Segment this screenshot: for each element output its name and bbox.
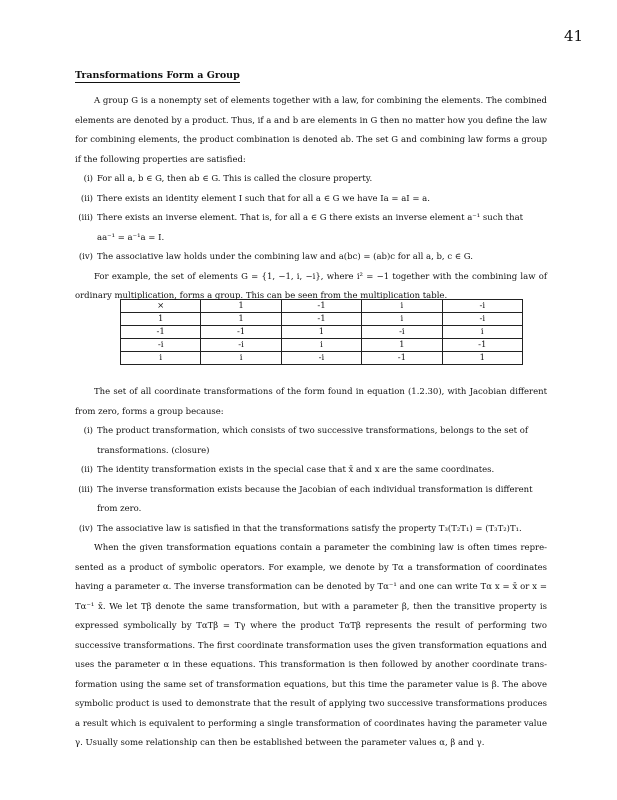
coordinate-group-section — [75, 383, 547, 754]
table-cell: -i — [121, 339, 201, 352]
table-header-cell: × — [121, 300, 201, 313]
table-cell: i — [442, 326, 522, 339]
property-text: For all a, b ∈ G, then ab ∈ G. This is called the closure property. — [97, 174, 373, 184]
final-line: a result which is equivalent to performing a single transformation of coordinates having the parameter value — [75, 718, 547, 729]
final-line: symbolic product is used to demonstrate that the result of applying two successive transformations produces — [75, 699, 547, 709]
table-cell: -1 — [121, 326, 201, 339]
table-cell: i — [201, 352, 281, 365]
final-line: is expressed symbolically by TαTβ = Tγ where the product TαTβ represents the result of performing two — [75, 601, 547, 631]
property-item — [75, 209, 547, 229]
table-row — [121, 339, 523, 352]
final-line: uses the parameter α in these equations. This transformation is then followed by another coordinate trans- — [75, 660, 547, 670]
final-line: x = Tα⁻¹ x̄. We let Tβ denote the same transformation, but with a parameter β, then the transitive property — [75, 582, 548, 612]
reason-item — [75, 481, 547, 501]
reason-item — [75, 520, 547, 540]
table-header-cell: -i — [442, 300, 522, 313]
property-item — [75, 190, 547, 210]
table-header-cell: -1 — [281, 300, 361, 313]
property-number: (ii) — [80, 193, 93, 204]
reason-text: The product transformation, which consists of two successive transformations, belongs to the set of — [97, 426, 529, 436]
table-header-cell: i — [362, 300, 442, 313]
reason-text: The identity transformation exists in the special case that x̄ and x are the same coordinates. — [97, 465, 495, 475]
table-cell: -1 — [201, 326, 281, 339]
final-line: having a parameter α. The inverse transformation can be denoted by Tα⁻¹ and one can write Tα x = x̄ or — [75, 582, 530, 592]
table-row — [121, 352, 523, 365]
property-continuation: aa⁻¹ = a⁻¹a = I. — [97, 232, 165, 243]
group-definition — [75, 92, 547, 307]
intro-paragraph — [75, 92, 547, 170]
section-title: Transformations Form a Group — [75, 70, 240, 81]
reason-number: (i) — [83, 426, 93, 436]
multiplication-table — [120, 299, 523, 365]
table-cell: -i — [442, 313, 522, 326]
property-text: The associative law holds under the combining law and a(bc) = (ab)c for all a, b, c ∈ G. — [97, 252, 473, 262]
reason-text: The inverse transformation exists because the Jacobian of each individual transformation is different — [97, 484, 533, 495]
coord-intro-line: The set of all coordinate transformations of the form found in equation (1.2.30), with Jacobian different — [94, 387, 547, 397]
table-cell: -i — [362, 326, 442, 339]
final-line: formation using the same set of transformation equations, but this time the parameter value is β. The above — [75, 679, 547, 690]
reason-number: (ii) — [80, 465, 93, 475]
reason-number: (iv) — [78, 523, 93, 534]
table-cell: 1 — [362, 339, 442, 352]
property-item — [75, 170, 547, 190]
table-cell: i — [121, 352, 201, 365]
property-text: There exists an inverse element. That is, for all a ∈ G there exists an inverse element a⁻¹ such that — [97, 213, 524, 223]
table-cell: 1 — [281, 326, 361, 339]
final-line: γ. Usually some relationship can then be established between the parameter values α, β and γ. — [75, 738, 485, 748]
reason-item — [75, 422, 547, 442]
example-line: ordinary multiplication, forms a group. This can be seen from the multiplication table. — [75, 291, 448, 301]
final-line: sented as a product of symbolic operators. For example, we denote by Tα a transformation of coordinates — [75, 562, 547, 573]
intro-line: elements are denoted by a product. Thus, if a and b are elements in G then no matter how you define the — [75, 115, 530, 126]
table-cell: 1 — [121, 313, 201, 326]
table-header-cell: 1 — [201, 300, 281, 313]
table-cell: i — [281, 339, 361, 352]
table-cell: 1 — [201, 313, 281, 326]
table-cell: -i — [201, 339, 281, 352]
intro-line: group if the following properties are satisfied: — [75, 135, 548, 165]
page-number: 41 — [564, 27, 584, 45]
table-row — [121, 326, 523, 339]
reason-item — [75, 461, 547, 481]
coord-intro-paragraph — [75, 383, 547, 422]
table-header-row — [121, 300, 523, 313]
table-cell: -i — [281, 352, 361, 365]
property-number: (iv) — [78, 252, 93, 262]
table-cell: -1 — [442, 339, 522, 352]
property-item — [75, 248, 547, 268]
table-cell: i — [362, 313, 442, 326]
table-cell: -1 — [362, 352, 442, 365]
example-line: For example, the set of elements G = {1, −1, i, −i}, where i² = −1 together with the combining law of — [94, 271, 547, 282]
reason-continuation: from zero. — [97, 504, 142, 514]
table-cell: -1 — [281, 313, 361, 326]
final-line: When the given transformation equations contain a parameter the combining law is often times repre- — [94, 543, 547, 553]
property-number: (i) — [83, 174, 93, 184]
final-paragraph — [75, 539, 547, 754]
property-text: There exists an identity element I such that for all a ∈ G we have Ia = aI = a. — [97, 193, 430, 204]
final-line: successive transformations. The first coordinate transformation uses the given transformation equations and — [75, 640, 547, 651]
table-cell: 1 — [442, 352, 522, 365]
intro-line: law for combining elements, the product combination is denoted ab. The set G and combining law forms a — [75, 115, 547, 145]
reason-text: The associative law is satisfied in that the transformations satisfy the property T₃(T₂T₁) = (T₃T₂)T₁. — [97, 523, 522, 534]
intro-line: A group G is a nonempty set of elements together with a law, for combining the elements. The combined — [94, 96, 547, 106]
reason-continuation: transformations. (closure) — [97, 445, 210, 456]
reason-number: (iii) — [78, 484, 93, 495]
table-row — [121, 313, 523, 326]
property-number: (iii) — [78, 213, 93, 223]
coord-intro-line: from zero, forms a group because: — [75, 406, 224, 417]
